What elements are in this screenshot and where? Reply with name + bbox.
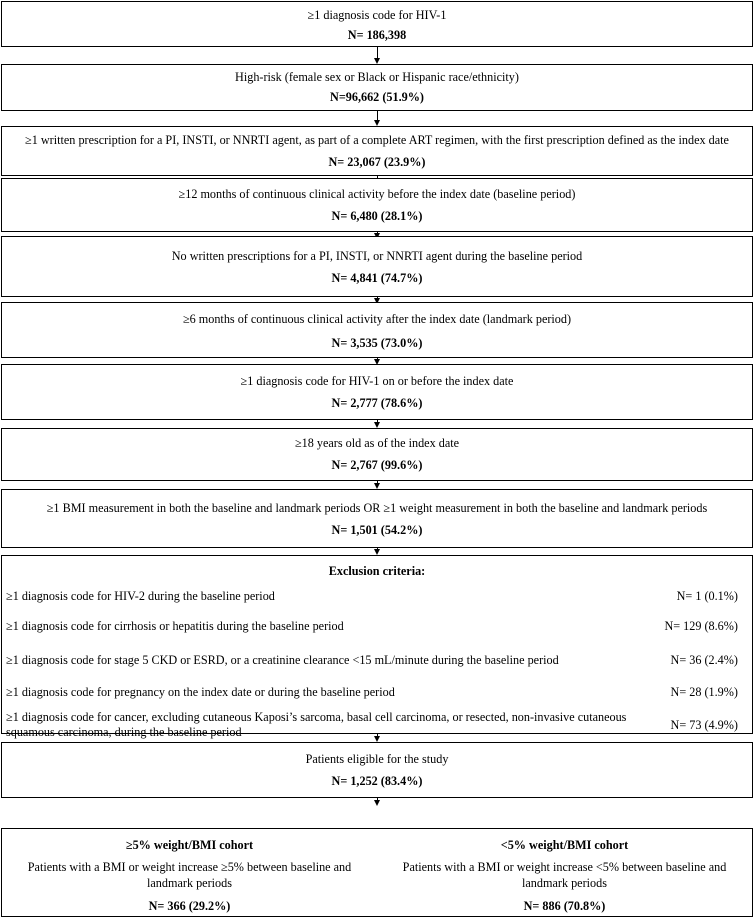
- step-count: N= 186,398: [347, 28, 407, 42]
- exclusion-criterion: ≥1 diagnosis code for HIV-2 during the baseline period: [6, 588, 275, 603]
- cohort-high-gain: [2, 829, 377, 916]
- step-criterion: No written prescriptions for a PI, INSTI, or NNRTI agent during the baseline period: [171, 249, 583, 263]
- eligible-box: [1, 742, 753, 798]
- exclusion-row: [6, 652, 746, 668]
- step-count: N= 4,841 (74.7%): [331, 271, 423, 285]
- step-box-6: [1, 302, 753, 358]
- step-criterion: ≥1 BMI measurement in both the baseline and landmark periods OR ≥1 weight measurement in both the baseline and landmark periods: [46, 501, 708, 515]
- step-box-7: [1, 364, 753, 420]
- step-count: N= 23,067 (23.9%): [328, 155, 426, 169]
- step-box-8: [1, 428, 753, 481]
- exclusion-criteria-box: [1, 555, 753, 739]
- step-count: N= 3,535 (73.0%): [331, 336, 423, 350]
- cohort-title: ≥5% weight/BMI cohort: [125, 838, 254, 852]
- step-count: N= 1,501 (54.2%): [331, 523, 423, 537]
- step-count: N= 6,480 (28.1%): [331, 209, 423, 223]
- exclusion-criterion: ≥1 diagnosis code for cirrhosis or hepatitis during the baseline period: [6, 618, 344, 633]
- exclusion-count: N= 1 (0.1%): [676, 588, 738, 603]
- exclusion-row: [6, 684, 746, 700]
- cohort-description: Patients with a BMI or weight increase <5% between baseline and landmark periods: [402, 860, 727, 890]
- step-box-1: [1, 1, 753, 47]
- step-count: N= 2,767 (99.6%): [331, 458, 423, 472]
- cohorts-box: [1, 828, 753, 917]
- step-count: N=96,662 (51.9%): [330, 90, 424, 104]
- step-criterion: ≥6 months of continuous clinical activity after the index date (landmark period): [182, 312, 572, 326]
- exclusion-count: N= 28 (1.9%): [670, 684, 738, 699]
- cohort-title: <5% weight/BMI cohort: [500, 838, 629, 852]
- exclusion-criterion: ≥1 diagnosis code for stage 5 CKD or ESRD, or a creatinine clearance <15 mL/minute during the baseline period: [6, 652, 559, 667]
- exclusion-title: Exclusion criteria:: [328, 564, 426, 578]
- eligible-label: Patients eligible for the study: [305, 752, 449, 766]
- eligible-count: N= 1,252 (83.4%): [331, 774, 423, 788]
- step-criterion: ≥1 diagnosis code for HIV-1 on or before the index date: [240, 374, 514, 388]
- exclusion-row: [6, 588, 746, 604]
- cohort-description: Patients with a BMI or weight increase ≥5% between baseline and landmark periods: [27, 860, 352, 890]
- cohort-count: N= 366 (29.2%): [148, 899, 231, 913]
- cohort-low-gain: [377, 829, 752, 916]
- step-criterion: ≥18 years old as of the index date: [294, 436, 460, 450]
- step-box-4: [1, 178, 753, 232]
- step-box-3: [1, 126, 753, 176]
- exclusion-criterion: ≥1 diagnosis code for cancer, excluding cutaneous Kaposi’s sarcoma, basal cell carcinoma, or resected, non-invasive cutaneous squamous carcinoma, during the baseline period: [6, 710, 627, 739]
- step-criterion: ≥1 written prescription for a PI, INSTI, or NNRTI agent, as part of a complete ART regimen, with the first prescription defined as the index date: [25, 133, 729, 147]
- step-criterion: High-risk (female sex or Black or Hispanic race/ethnicity): [235, 70, 519, 84]
- exclusion-criterion: ≥1 diagnosis code for pregnancy on the index date or during the baseline period: [6, 684, 395, 699]
- step-criterion: ≥12 months of continuous clinical activity before the index date (baseline period): [178, 187, 576, 201]
- step-box-9: [1, 489, 753, 548]
- exclusion-count: N= 129 (8.6%): [664, 618, 738, 633]
- exclusion-row: [6, 618, 746, 634]
- cohort-count: N= 886 (70.8%): [523, 899, 606, 913]
- step-count: N= 2,777 (78.6%): [331, 396, 423, 410]
- exclusion-count: N= 36 (2.4%): [670, 652, 738, 667]
- step-criterion: ≥1 diagnosis code for HIV-1: [307, 8, 447, 22]
- exclusion-count: N= 73 (4.9%): [670, 717, 738, 732]
- step-box-2: [1, 64, 753, 111]
- step-box-5: [1, 236, 753, 297]
